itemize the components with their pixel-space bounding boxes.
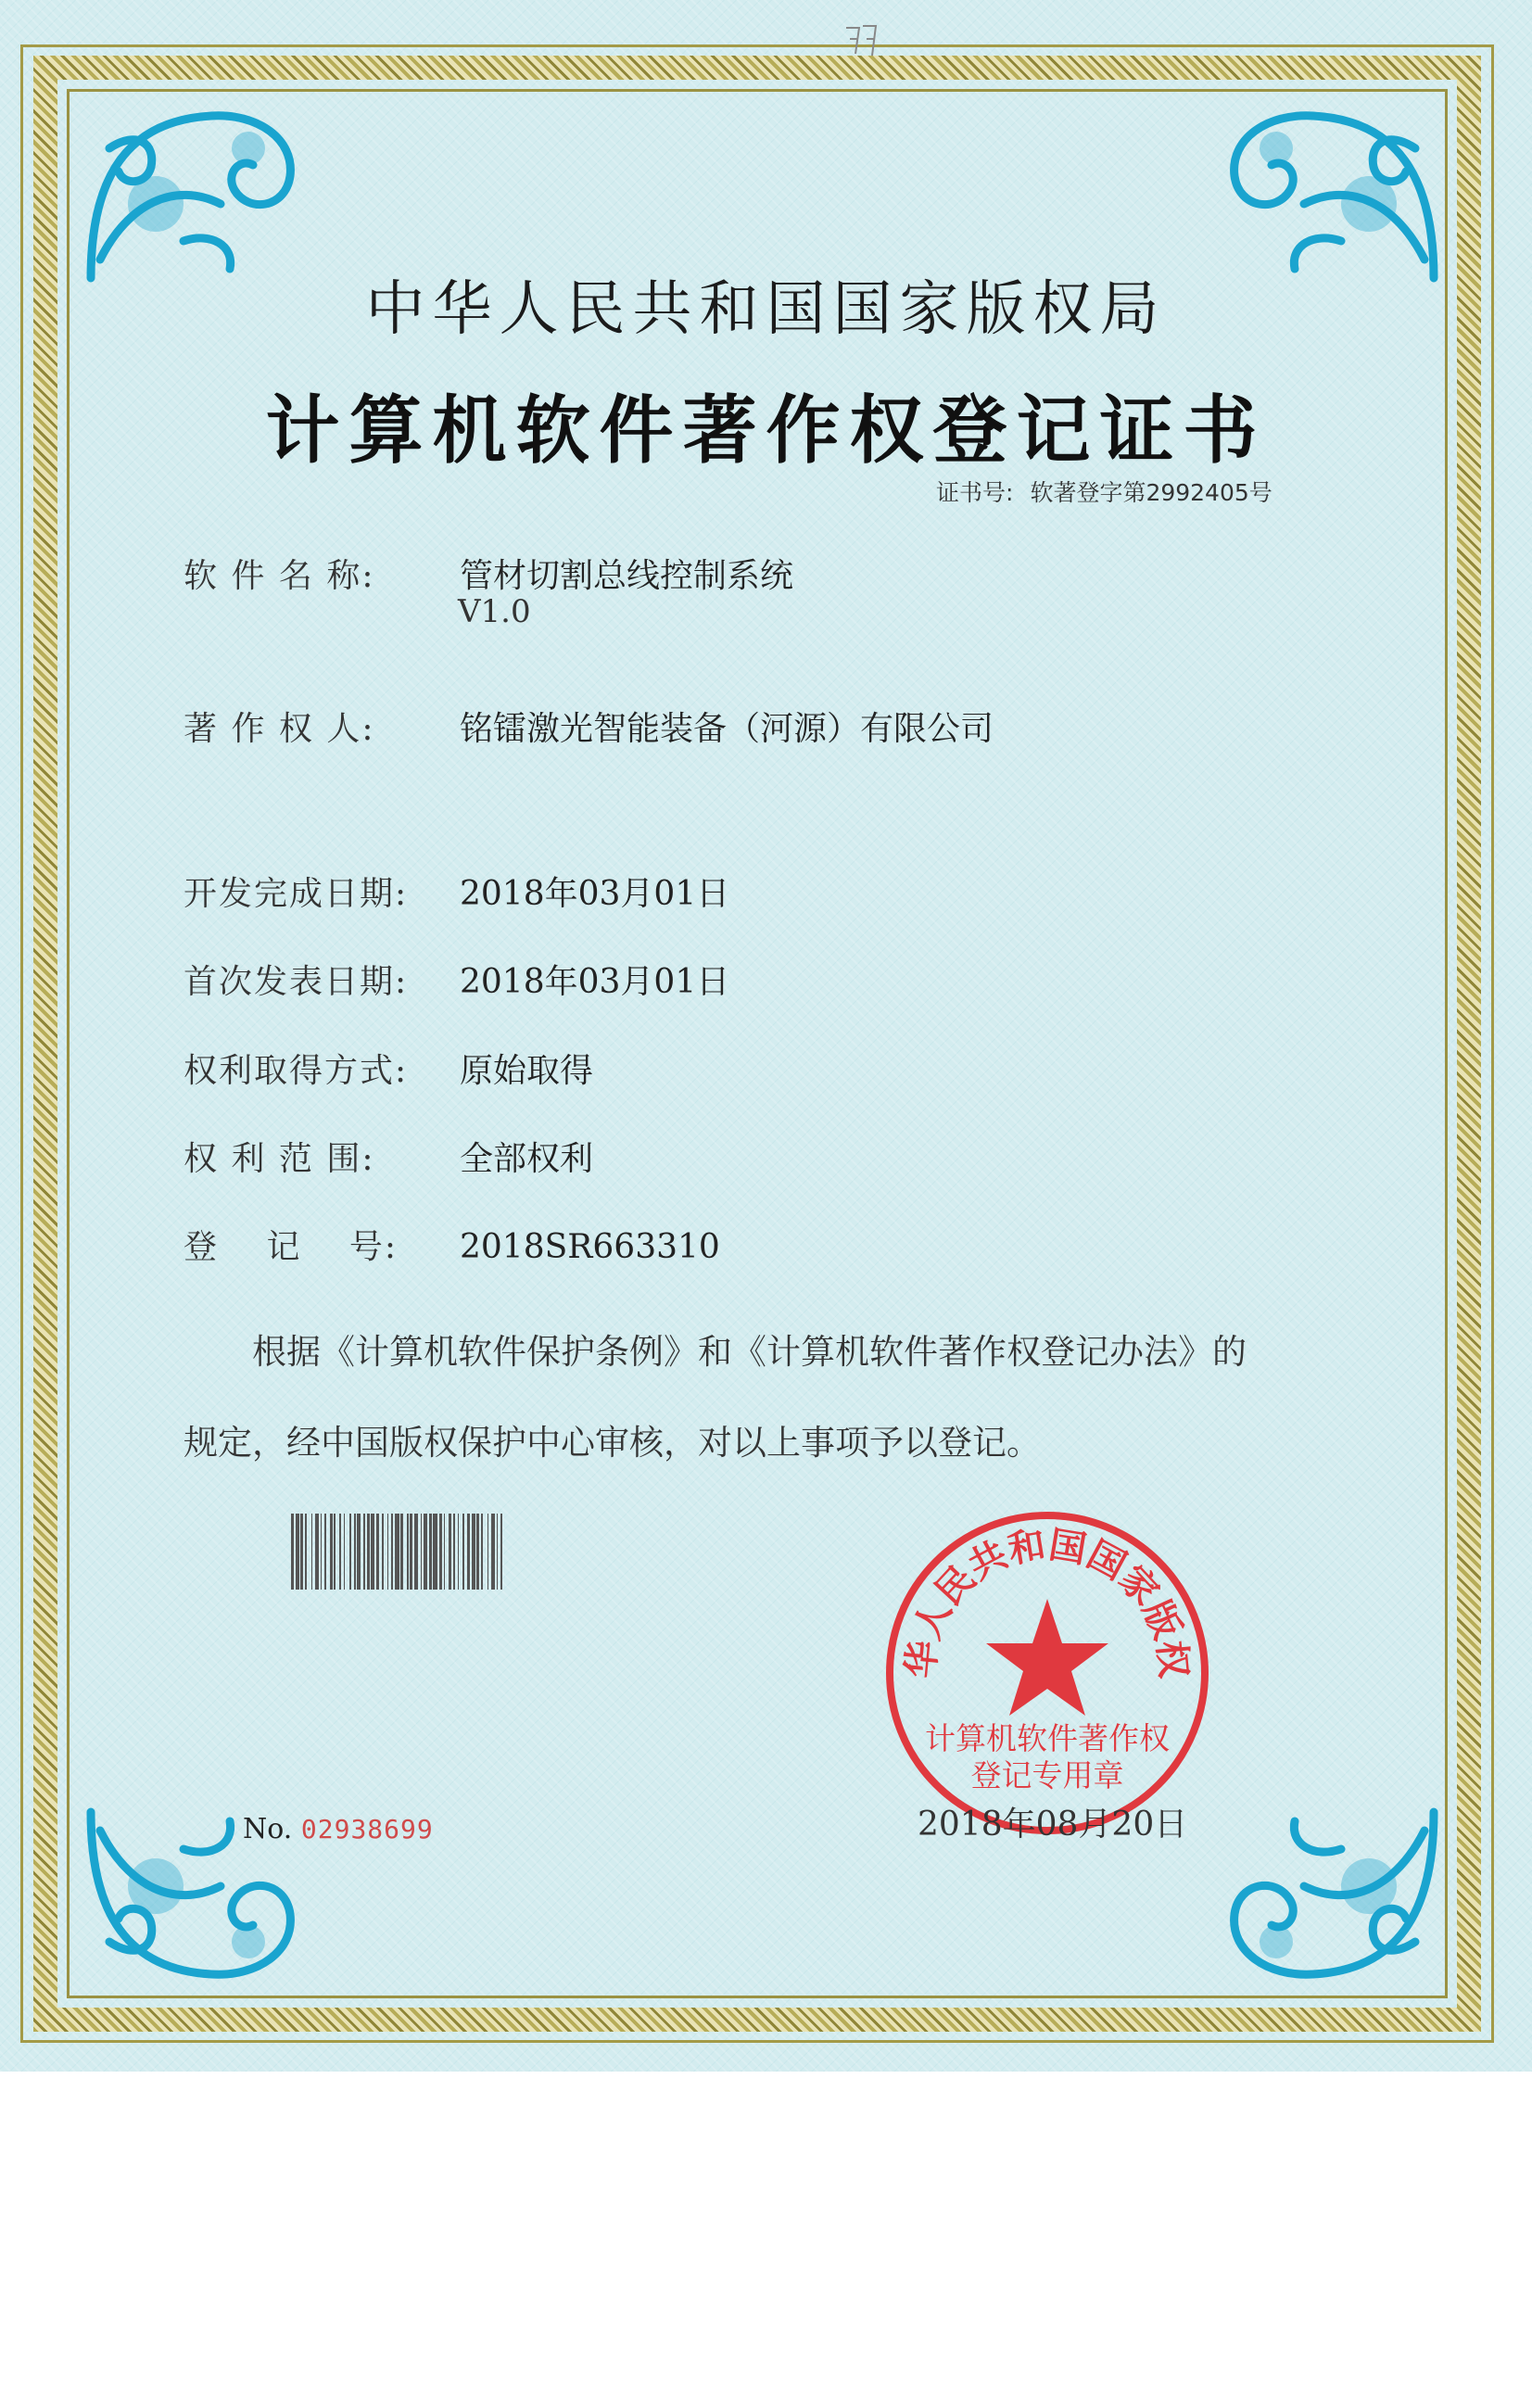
- barcode-bar: [376, 1514, 379, 1590]
- issuing-authority: 中华人民共和国国家版权局: [365, 275, 1167, 344]
- field-value: 原始取得: [460, 1052, 594, 1090]
- barcode-bar: [367, 1514, 370, 1590]
- barcode-bar: [363, 1514, 365, 1590]
- field-completion-date: [184, 868, 729, 915]
- barcode-bar: [349, 1514, 351, 1590]
- barcode-bar: [497, 1514, 498, 1590]
- barcode-bar: [449, 1514, 451, 1590]
- field-label: 权 利 范 围:: [184, 1140, 375, 1178]
- serial-prefix: No.: [243, 1813, 293, 1845]
- software-version: V1.0: [458, 593, 531, 630]
- barcode-bar: [354, 1514, 356, 1590]
- barcode-bar: [500, 1514, 502, 1590]
- certificate-number-label: 证书号:: [936, 479, 1014, 506]
- star-icon: [986, 1599, 1108, 1716]
- barcode-bar: [305, 1514, 307, 1590]
- barcode-bar: [424, 1514, 427, 1590]
- barcode-bar: [410, 1514, 412, 1590]
- certificate-title: 计算机软件著作权登记证书: [265, 387, 1267, 474]
- field-value: 2018年03月01日: [460, 963, 730, 1001]
- barcode-bar: [462, 1514, 464, 1590]
- barcode-bar: [334, 1514, 336, 1590]
- serial-value: 02938699: [300, 1814, 434, 1844]
- barcode-bar: [315, 1514, 319, 1590]
- barcode-bar: [321, 1514, 322, 1590]
- barcode-bar: [330, 1514, 333, 1590]
- barcode-bar: [467, 1514, 470, 1590]
- field-value: 全部权利: [460, 1140, 594, 1178]
- statement: [184, 1307, 1379, 1489]
- barcode-bar: [324, 1514, 326, 1590]
- barcode-bar: [481, 1514, 483, 1590]
- handwritten-mark: [839, 17, 885, 63]
- barcode-bar: [311, 1514, 312, 1590]
- field-label: 登 记 号:: [184, 1228, 399, 1266]
- barcode-bar: [400, 1514, 403, 1590]
- field-acquisition-method: [184, 1045, 593, 1092]
- barcode-bar: [357, 1514, 361, 1590]
- barcode-bar: [371, 1514, 374, 1590]
- barcode: [291, 1514, 502, 1590]
- seal-line-2: 登记专用章: [970, 1757, 1124, 1793]
- field-rights-scope: [184, 1133, 593, 1180]
- barcode-bar: [407, 1514, 409, 1590]
- barcode-bar: [433, 1514, 437, 1590]
- barcode-bar: [414, 1514, 418, 1590]
- field-label: 软 件 名 称:: [184, 557, 375, 595]
- barcode-bar: [344, 1514, 345, 1590]
- barcode-bar: [391, 1514, 393, 1590]
- field-software-name: [184, 550, 793, 597]
- field-registration-number: [184, 1221, 720, 1268]
- certificate-number-value: 软著登字第2992405号: [1030, 479, 1272, 506]
- statement-line-1: 根据《计算机软件保护条例》和《计算机软件著作权登记办法》的: [252, 1332, 1247, 1372]
- field-value: 管材切割总线控制系统: [460, 557, 794, 595]
- barcode-bar: [429, 1514, 432, 1590]
- field-copyright-owner: [184, 703, 994, 750]
- barcode-bar: [458, 1514, 459, 1590]
- certificate-number: [936, 475, 1289, 508]
- barcode-bar: [296, 1514, 299, 1590]
- barcode-bar: [491, 1514, 495, 1590]
- barcode-bar: [387, 1514, 388, 1590]
- field-value: 2018年03月01日: [460, 875, 730, 913]
- seal-line-1: 计算机软件著作权: [925, 1720, 1170, 1756]
- barcode-bar: [339, 1514, 341, 1590]
- issue-date: 2018年08月20日: [918, 1806, 1188, 1844]
- barcode-bar: [382, 1514, 384, 1590]
- barcode-bar: [291, 1514, 294, 1590]
- serial-number: [243, 1813, 434, 1845]
- barcode-bar: [444, 1514, 445, 1590]
- statement-line-2: 规定，经中国版权保护中心审核，对以上事项予以登记。: [184, 1423, 1041, 1463]
- barcode-bar: [439, 1514, 442, 1590]
- corner-ornament-bottom-right: [1211, 1793, 1452, 1997]
- official-seal: [880, 1506, 1214, 1840]
- barcode-bar: [395, 1514, 399, 1590]
- barcode-bar: [421, 1514, 422, 1590]
- field-value: 铭镭激光智能装备（河源）有限公司: [460, 710, 994, 748]
- barcode-bar: [476, 1514, 479, 1590]
- barcode-bar: [453, 1514, 455, 1590]
- field-publication-date: [184, 956, 729, 1003]
- barcode-bar: [472, 1514, 475, 1590]
- field-label: 著 作 权 人:: [184, 710, 375, 748]
- field-label: 开发完成日期:: [184, 875, 409, 913]
- field-value: 2018SR663310: [460, 1228, 720, 1266]
- field-label: 首次发表日期:: [184, 963, 409, 1001]
- field-label: 权利取得方式:: [184, 1052, 409, 1090]
- barcode-bar: [300, 1514, 303, 1590]
- barcode-bar: [487, 1514, 488, 1590]
- seal-ring-text: 华人民共和国国家版权: [899, 1523, 1196, 1680]
